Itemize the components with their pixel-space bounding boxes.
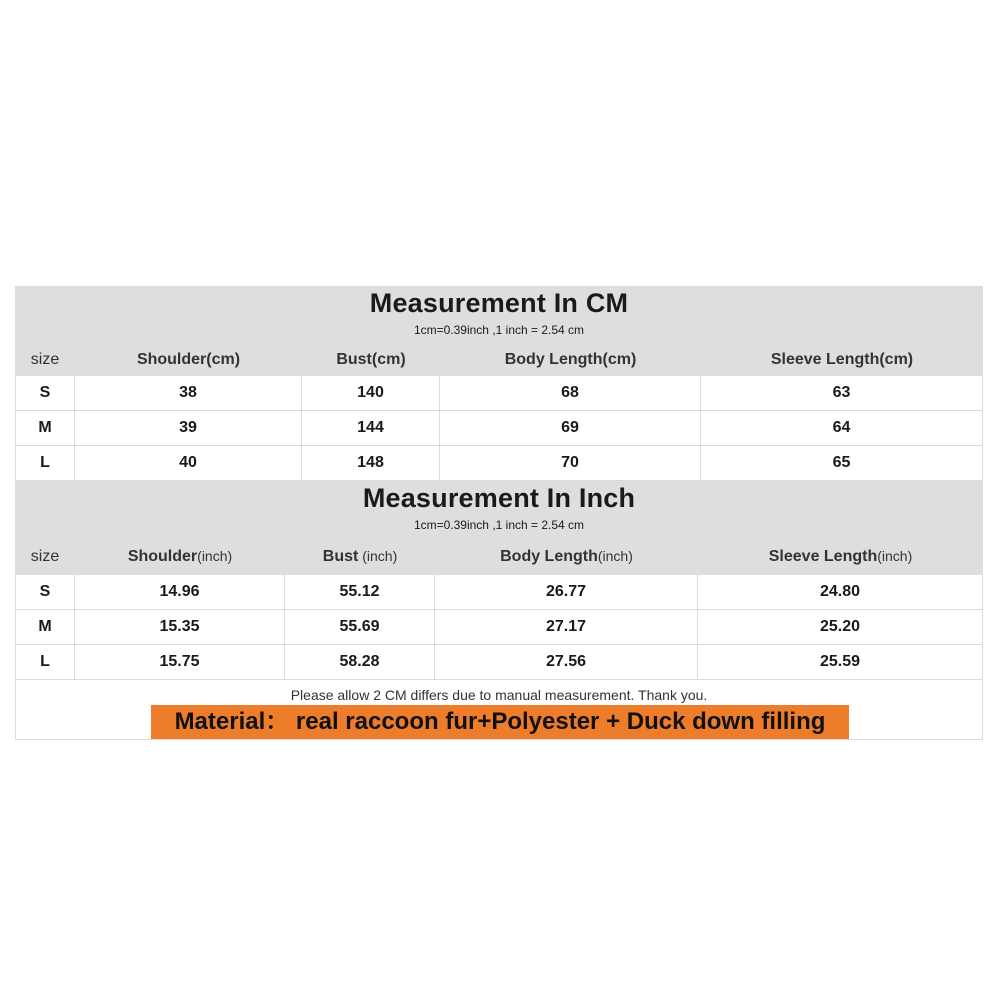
cell-bust: 55.69: [285, 610, 435, 644]
header-shoulder: Shoulder(cm): [136, 350, 241, 368]
material-banner: Material： real raccoon fur+Polyester + Duck down filling: [151, 705, 849, 739]
cell-size: M: [15, 411, 75, 445]
cell-body-length: 70: [440, 446, 701, 480]
cell-shoulder: 15.75: [75, 645, 285, 679]
cell-bust: 58.28: [285, 645, 435, 679]
cell-bust: 148: [302, 446, 440, 480]
cell-sleeve-length: 64: [701, 411, 983, 445]
cell-shoulder: 40: [75, 446, 302, 480]
cell-body-length: 69: [440, 411, 701, 445]
size-chart: [15, 286, 983, 740]
header-body-length-label: Body Length: [500, 547, 598, 565]
header-sleeve-length: [698, 548, 983, 566]
measurement-note: Please allow 2 CM differs due to manual measurement. Thank you.: [290, 687, 708, 703]
cm-table-title-row: [15, 286, 983, 343]
cell-size: S: [15, 376, 75, 410]
header-body-length: Body Length(cm): [504, 350, 637, 368]
table-row: [15, 645, 983, 680]
inch-table-title: Measurement In Inch: [362, 483, 636, 513]
table-row: [15, 575, 983, 610]
header-bust-label: Bust: [322, 547, 359, 565]
header-shoulder-label: Shoulder: [127, 547, 198, 565]
header-bust-unit: (inch): [358, 547, 398, 564]
inch-table-title-row: [15, 481, 983, 538]
inch-table-header: [15, 538, 983, 575]
cell-body-length: 27.56: [435, 645, 698, 679]
cell-bust: 144: [302, 411, 440, 445]
cell-sleeve-length: 25.20: [698, 610, 983, 644]
cell-sleeve-length: 25.59: [698, 645, 983, 679]
cm-table-subtitle: 1cm=0.39inch ,1 inch = 2.54 cm: [413, 323, 585, 337]
header-body-length: [435, 548, 698, 566]
cell-shoulder: 39: [75, 411, 302, 445]
header-sleeve-length-unit: (inch): [877, 547, 913, 564]
cell-shoulder: 38: [75, 376, 302, 410]
cell-shoulder: 14.96: [75, 575, 285, 609]
cell-size: M: [15, 610, 75, 644]
header-bust: Bust(cm): [336, 350, 406, 368]
cell-sleeve-length: 24.80: [698, 575, 983, 609]
header-size: size: [30, 547, 60, 565]
cell-size: S: [15, 575, 75, 609]
header-shoulder: [75, 548, 285, 566]
cell-bust: 55.12: [285, 575, 435, 609]
table-row: [15, 610, 983, 645]
header-shoulder-unit: (inch): [197, 547, 233, 564]
cell-size: L: [15, 446, 75, 480]
cell-sleeve-length: 63: [701, 376, 983, 410]
cm-table-header: [15, 343, 983, 376]
cell-bust: 140: [302, 376, 440, 410]
header-sleeve-length: Sleeve Length(cm): [770, 350, 914, 368]
chart-footer: [15, 680, 983, 740]
cm-table-title: Measurement In CM: [369, 288, 629, 318]
header-size: size: [30, 350, 60, 368]
table-row: [15, 411, 983, 446]
cell-size: L: [15, 645, 75, 679]
header-body-length-unit: (inch): [597, 547, 633, 564]
table-row: [15, 376, 983, 411]
cell-sleeve-length: 65: [701, 446, 983, 480]
cell-body-length: 27.17: [435, 610, 698, 644]
cell-body-length: 68: [440, 376, 701, 410]
cell-shoulder: 15.35: [75, 610, 285, 644]
header-bust: [285, 548, 435, 566]
header-sleeve-length-label: Sleeve Length: [768, 547, 878, 565]
table-row: [15, 446, 983, 481]
cell-body-length: 26.77: [435, 575, 698, 609]
inch-table-subtitle: 1cm=0.39inch ,1 inch = 2.54 cm: [413, 518, 585, 532]
